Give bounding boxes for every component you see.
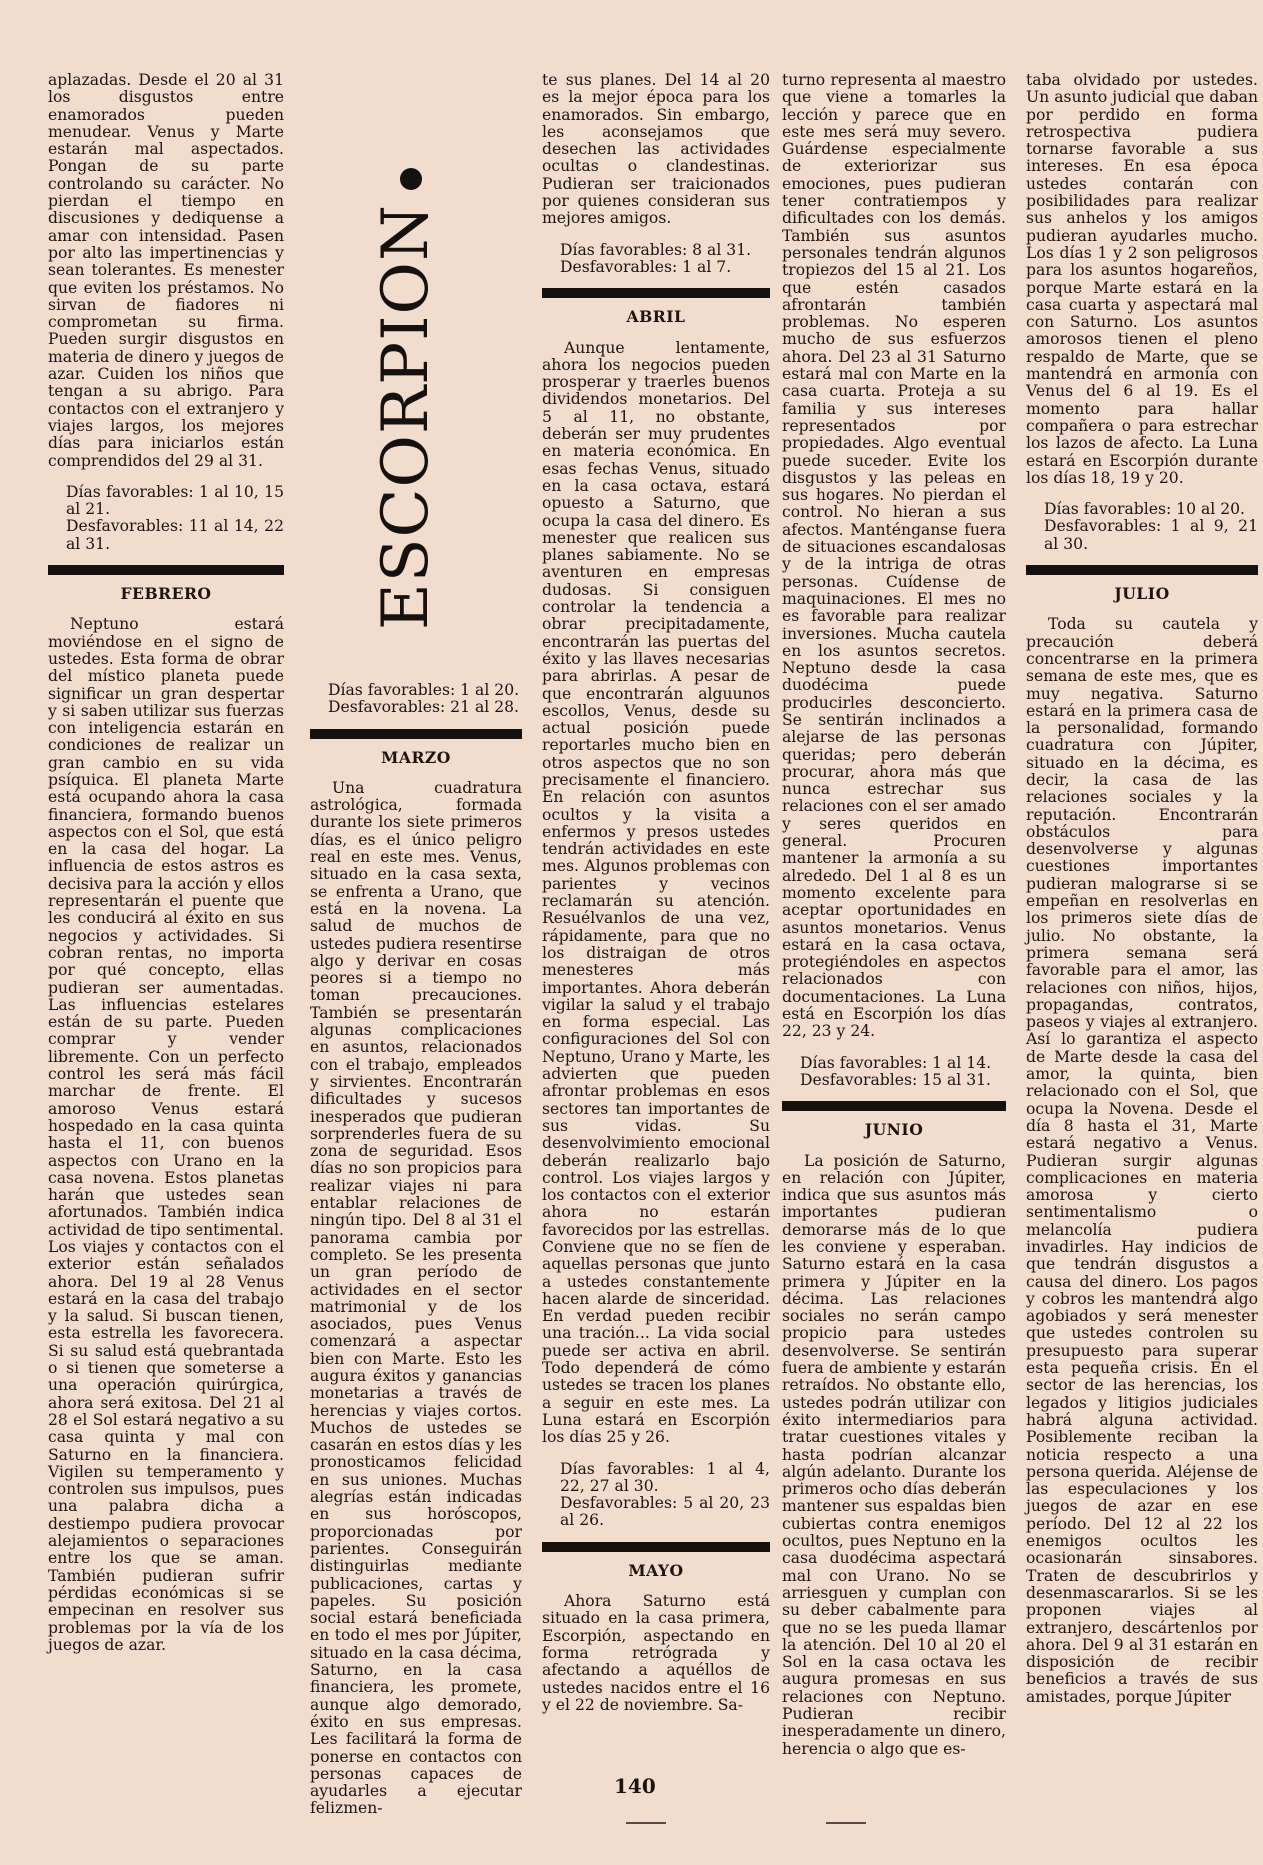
divider (542, 288, 770, 298)
footer-rule (626, 1822, 666, 1824)
unfavorable-days: Desfavorables: 1 al 9, 21 al 30. (1044, 517, 1258, 553)
month-heading: MARZO (381, 747, 451, 767)
days-block (310, 682, 522, 717)
divider (310, 729, 522, 739)
bullet-icon (400, 168, 422, 190)
paragraph: taba olvidado por ustedes. Un asunto judicial que daban por perdido en forma retrospectiva pudiera tornarse favorable a sus intereses. En esa época ustedes contarán con posibilidades para realizar sus anhelos y los amigos pudieran ayudarles mucho. Los días 1 y 2 son peligrosos para los asuntos hogareños, porque Marte estará en la casa cuarta y aspectará mal con Saturno. Los asuntos amorosos tienen el pleno respaldo de Marte, que se mantendrá en armonía con Venus del 6 al 19. Es el momento para hallar compañera o para estrechar los lazos de afecto. La Luna estará en Escorpión durante los días 18, 19 y 20. (1026, 71, 1258, 487)
favorable-days: Días favorables: 8 al 31. (560, 240, 752, 259)
paragraph: Aunque lentamente, ahora los negocios pueden prosperar y traerles buenos dividendos monetarios. Del 5 al 11, no obstante, deberán ser muy prudentes en materia económica. En esas fechas Venus, situado en la casa octava, estará opuesto a Saturno, que ocupa la casa del dinero. Es menester que realicen sus planes sabiamente. No se aventuren en empresas dudosas. Si consiguen controlar la tendencia a obrar precipitadamente, encontrarán las puertas del éxito y las llaves necesarias para abrirlas. A pesar de que encontrarán alguunos escollos, Venus, desde su actual posición puede reportarles mucho bien en otros aspectos que no son precisamente el financiero. En relación con asuntos ocultos y la visita a enfermos y presos ustedes tendrán actividades en este mes. Algunos problemas con parientes y vecinos reclamarán su atención. Resuélvanlos de una vez, rápidamente, para que no los distraigan de otros menesteres más importantes. Ahora deberán vigilar la salud y el trabajo en forma especial. Las configuraciones del Sol con Neptuno, Urano y Marte, les advierten que pueden afrontar problemas en esos sectores tan importantes de sus vidas. Su desenvolvimiento emocional deberán realizarlo bajo control. Los viajes largos y los contactos con el exterior ahora no estarán favorecidos por las estrellas. Conviene que no se fíen de aquellas personas que junto a ustedes constantemente hacen alarde de sinceridad. En verdad pueden recibir una tración... La vida social puede ser activa en abril. Todo dependerá de cómo ustedes se tracen los planes a seguir en este mes. La Luna estará en Escorpión los días 25 y 26. (542, 338, 770, 1447)
paragraph: Toda su cautela y precaución deberá concentrarse en la primera semana de este mes, que es muy negativa. Saturno estará en la primera casa de la personalidad, formando cuadratura con Júpiter, situado en la décima, es decir, la casa de las relaciones sociales y la reputación. Encontrarán obstáculos para desenvolverse y algunas cuestiones importantes pudieran malograrse si se empeñan en resolverlas en los primeros siete días de julio. No obstante, la primera semana será favorable para el amor, las relaciones con niños, hijos, propagandas, contratos, paseos y viajes al extranjero. Así lo garantiza el aspecto de Marte desde la casa del amor, la quinta, bien relacionado con el Sol, que ocupa la Novena. Desde el día 8 hasta el 31, Marte estará negativo a Venus. Pudieran surgir algunas complicaciones en materia amorosa y cierto sentimentalismo o melancolía pudiera invadirles. Hay indicios de que tendrán disgustos a causa del dinero. Los pagos y cobros les mantendrá algo agobiados y será menester que ustedes controlen su presupuesto para superar esta pequeña crisis. En el sector de las herencias, los legados y litigios judiciales habrá alguna actividad. Posiblemente reciban la noticia respecto a una persona querida. Aléjense de las especulaciones y los juegos de azar en ese período. Del 12 al 22 los enemigos ocultos les ocasionarán sinsabores. Traten de descubrirlos y desenmascararlos. Si se les proponen viajes al extranjero, descártenlos por ahora. Del 9 al 31 estarán en disposición de recibir beneficios a través de sus amistades, porque Júpiter (1026, 615, 1258, 1706)
divider (542, 1542, 770, 1552)
column-2 (310, 681, 522, 1818)
paragraph: Neptuno estará moviéndose en el signo de ustedes. Esta forma de obrar del místico planeta puede significar un gran despertar y si saben utilizar sus fuerzas con inteligencia estarán en condiciones de realizar un gran cambio en su vida psíquica. El planeta Marte está ocupando ahora la casa financiera, formando buenos aspectos con el Sol, que está en la casa del hogar. La influencia de estos astros es decisiva para la acción y ellos representarán el puente que les conducirá al éxito en sus negocios y actividades. Si cobran rentas, no importa por qué concepto, ellas pudieran ser aumentadas. Las influencias estelares están de su parte. Pueden comprar y vender libremente. Con un perfecto control les será más fácil marchar de frente. El amoroso Venus estará hospedado en la casa quinta hasta el 11, con buenos aspectos con Urano en la casa novena. Estos planetas harán que ustedes sean afortunados. También indica actividad de tipo sentimental. Los viajes y contactos con el exterior están señalados ahora. Del 19 al 28 Venus estará en la casa del trabajo y la salud. Si buscan tienen, esta estrella les favorecera. Si su salud está quebrantada o si tienen que someterse a una operación quirúrgica, ahora será exitosa. Del 21 al 28 el Sol estará negativo a su casa quinta y mal con Saturno en la financiera. Vigilen su temperamento y controlen sus impulsos, pues una palabra dicha a destiempo pudiera provocar alejamientos o separaciones entre los que se aman. También pudieran sufrir pérdidas económicas si se empecinan en resolver sus problemas por la vía de los juegos de azar. (48, 615, 284, 1654)
page-number: 140 (614, 1774, 656, 1798)
favorable-days: Días favorables: 10 al 20. (1044, 500, 1246, 519)
column-4 (782, 72, 1006, 1762)
paragraph: aplazadas. Desde el 20 al 31 los disgustos entre enamorados pueden menudear. Venus y Marte estarán mal aspectados. Pongan de su parte controlando su carácter. No pierdan el tiempo en discusiones y dediquense a amar con intensidad. Pasen por alto las impertinencias y sean tolerantes. Es menester que eviten los préstamos. No sirvan de fiadores ni comprometan su firma. Pueden surgir disgustos en materia de dinero y juegos de azar. Cuiden los niños que tengan a su abrigo. Para contactos con el extranjero y viajes largos, los mejores días para iniciarlos están comprendidos del 29 al 31. (48, 71, 284, 470)
unfavorable-days: Desfavorables: 1 al 7. (560, 257, 732, 276)
sign-title (370, 200, 442, 630)
column-5 (1026, 72, 1258, 1762)
favorable-days: Días favorables: 1 al 14. (800, 1053, 992, 1072)
unfavorable-days: Desfavorables: 11 al 14, 22 al 31. (66, 517, 284, 553)
days-block (782, 1055, 1006, 1090)
column-3 (542, 72, 770, 1762)
paragraph: La posición de Saturno, en relación con Júpiter, indica que sus asuntos más importantes pudieran demorarse más de lo que les conviene y esperaban. Saturno estará en la casa primera y Júpiter en la décima. Las relaciones sociales no serán campo propicio para ustedes desenvolverse. Se sentirán fuera de ambiente y estarán retraídos. No obstante ello, ustedes podrán utilizar con éxito intermediarios para tratar cuestiones vitales y hasta podrían alcanzar algún adelanto. Durante los primeros ocho días deberán mantener sus espaldas bien cubiertas contra enemigos ocultos, pues Neptuno en la casa duodécima aspectará mal con Urano. No se arriesguen y cumplan con su deber cabalmente para que no se les pueda llamar la atención. Del 10 al 20 el Sol en la casa octava les augura promesas en sus relaciones con Neptuno. Pudieran recibir inesperadamente un dinero, herencia o algo que es- (782, 1151, 1006, 1758)
favorable-days: Días favorables: 1 al 10, 15 al 21. (66, 482, 284, 519)
divider (1026, 565, 1258, 575)
unfavorable-days: Desfavorables: 15 al 31. (800, 1070, 992, 1089)
month-heading: JUNIO (864, 1120, 924, 1140)
sign-title-text: ESCORPION (369, 204, 443, 630)
paragraph: turno representa al maestro que viene a tomarles la lección y parece que en este mes será muy severo. Guárdense especialmente de exteriorizar sus emociones, pues pudieran tener contratiempos y dificultades con los demás. También sus asuntos personales tendrán algunos tropiezos del 15 al 21. Los que estén casados afrontarán también problemas. No esperen mucho de sus esfuerzos ahora. Del 23 al 31 Saturno estará mal con Marte en la casa cuarta. Proteja a su familia y sus intereses representados por propiedades. Algo eventual puede suceder. Evite los disgustos y las peleas en sus hogares. No pierdan el control. No hieran a sus afectos. Manténganse fuera de situaciones escandalosas y de la intriga de otras personas. Cuídense de maquinaciones. El mes no es favorable para realizar inversiones. Mucha cautela en los asuntos secretos. Neptuno desde la casa duodécima puede producirles desconcierto. Se sentirán inclinados a alejarse de las personas queridas; pero deberán procurar, ahora más que nunca estrechar sus relaciones con el ser amado y seres queridos en general. Procuren mantener la armonía a su alrededo. Del 1 al 8 es un momento excelente para aceptar oportunidades en asuntos monetarios. Venus estará en la casa octava, protegiéndoles en aspectos relacionados con documentaciones. La Luna está en Escorpión los días 22, 23 y 24. (782, 71, 1006, 1041)
column-1 (48, 72, 284, 1762)
days-block (48, 484, 284, 553)
month-heading: ABRIL (626, 307, 686, 327)
month-heading: FEBRERO (120, 584, 212, 604)
divider (48, 565, 284, 575)
days-block (542, 242, 770, 277)
unfavorable-days: Desfavorables: 21 al 28. (328, 698, 520, 717)
favorable-days: Días favorables: 1 al 20. (328, 681, 520, 699)
footer-rule (826, 1822, 866, 1824)
month-heading: MAYO (628, 1560, 684, 1580)
paragraph: Ahora Saturno está situado en la casa primera, Escorpión, aspectando en forma retrógrada y afectando a aquéllos de ustedes nacidos entre el 16 y el 22 de noviembre. Sa- (542, 1592, 770, 1714)
favorable-days: Días favorables: 1 al 4, 22, 27 al 30. (560, 1459, 770, 1495)
month-heading: JULIO (1114, 584, 1170, 604)
unfavorable-days: Desfavorables: 5 al 20, 23 al 26. (560, 1494, 770, 1530)
paragraph: Una cuadratura astrológica, formada durante los siete primeros días, es el único peligro real en este mes. Venus, situado en la casa sexta, se enfrenta a Urano, que está en la novena. La salud de muchos de ustedes pudiera resentirse algo y derivar en cosas peores si a tiempo no toman precauciones. También se presentarán algunas complicaciones en asuntos, relacionados con el trabajo, empleados y sirvientes. Encontrarán dificultades y sucesos inesperados que pudieran sorprenderles fuera de su zona de seguridad. Esos días no son propicios para realizar viajes ni para entablar relaciones de ningún tipo. Del 8 al 31 el panorama cambia por completo. Se les presenta un gran período de actividades en el sector matrimonial y de los asociados, pues Venus comenzará a aspectar bien con Marte. Esto les augura éxitos y ganancias monetarias a través de herencias y viajes cortos. Muchos de ustedes se casarán en estos días y les pronosticamos felicidad en sus uniones. Muchas alegrías están indicadas en sus horóscopos, proporcionadas por parientes. Conseguirán distinguirlas mediante publicaciones, cartas y papeles. Su posición social estará beneficiada en todo el mes por Júpiter, situado en la casa décima, Saturno, en la casa financiera, les promete, aunque algo demorado, éxito en sus empresas. Les facilitará la forma de ponerse en contactos con personas capaces de ayudarles a ejecutar felizmen- (310, 778, 522, 1818)
days-block (542, 1461, 770, 1530)
divider (782, 1101, 1006, 1111)
days-block (1026, 501, 1258, 553)
paragraph: te sus planes. Del 14 al 20 es la mejor época para los enamorados. Sin embargo, les aconsejamos que desechen las actividades ocultas o clandestinas. Pudieran ser traicionados por quienes consideran sus mejores amigos. (542, 71, 770, 228)
